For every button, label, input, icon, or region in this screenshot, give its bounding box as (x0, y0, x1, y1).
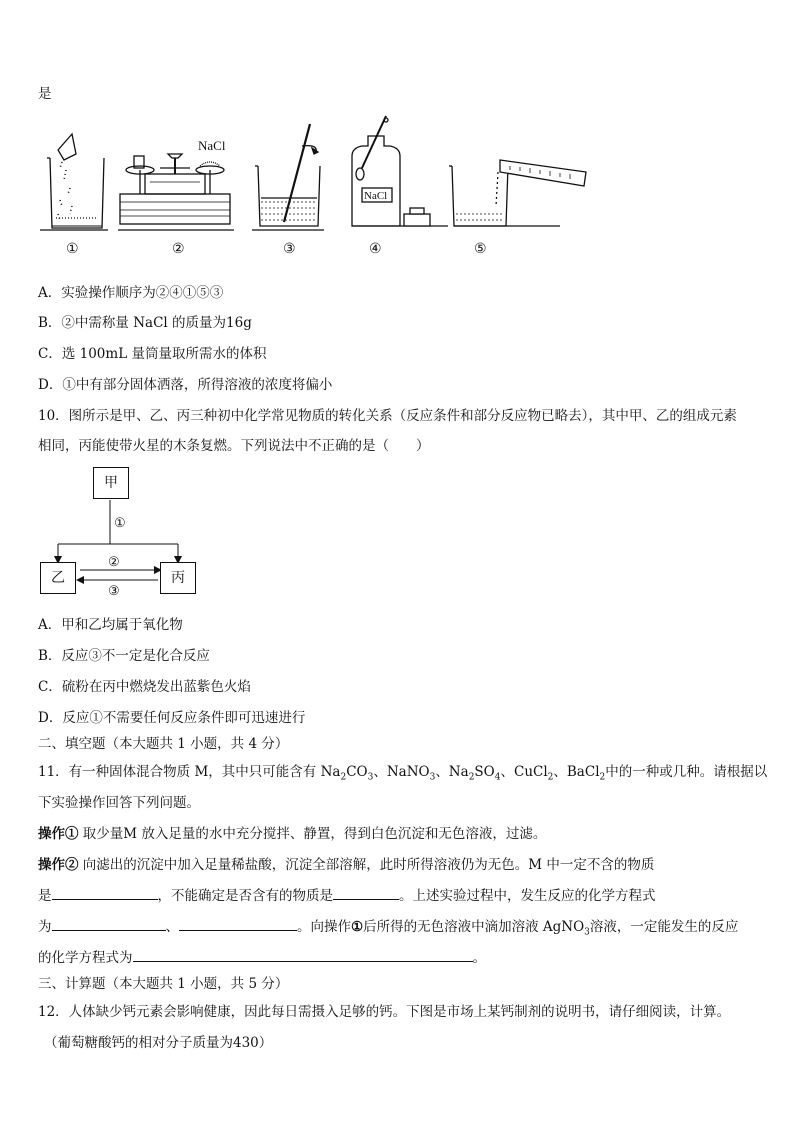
q10-option-b: B．反应③不一定是化合反应 (38, 648, 210, 664)
q11-operation-2: 操作② 向滤出的沉淀中加入足量稀盐酸，沉淀全部溶解，此时所得溶液仍为无色。M 中一定不含的物质 (38, 857, 655, 873)
balance-diagram (120, 154, 230, 224)
nacl-label-balance: NaCl (198, 138, 226, 153)
q10-stem-line2: 相同，丙能使带火星的木条复燃。下列说法中不正确的是（ ） (38, 438, 430, 454)
q9-option-c: C．选 100mL 量筒量取所需水的体积 (38, 346, 267, 362)
q9-option-b: B．②中需称量 NaCl 的质量为16g (38, 315, 252, 331)
q11-line5: 是 ，不能确定是否含有的物质是 。上述实验过程中，发生反应的化学方程式 (38, 884, 656, 904)
arrow-label-1: ① (114, 516, 126, 531)
blank-equation-1[interactable] (52, 916, 166, 931)
cylinder-pouring-diagram (449, 160, 586, 226)
section-2-heading: 二、填空题（本大题共 1 小题，共 4 分） (38, 736, 289, 752)
blank-uncertain[interactable] (333, 885, 399, 900)
beaker-stirring-diagram (255, 124, 320, 226)
blank-equation-2[interactable] (179, 916, 297, 931)
q11-operation-1: 操作① 取少量M 放入足量的水中充分搅拌、静置，得到白色沉淀和无色溶液，过滤。 (38, 826, 547, 842)
lab-apparatus-figure (0, 110, 794, 370)
q9-option-d: D．①中有部分固体洒落，所得溶液的浓度将偏小 (38, 377, 333, 393)
reagent-bottle-diagram (352, 116, 448, 226)
beaker-pouring-solid-diagram (47, 134, 104, 228)
q10-option-c: C．硫粉在丙中燃烧发出蓝紫色火焰 (38, 679, 251, 695)
q11-stem-line2: 下实验操作回答下列问题。 (38, 795, 200, 811)
fig-label-5: ⑤ (474, 241, 487, 257)
fig-label-1: ① (66, 241, 79, 257)
arrow-label-2: ② (108, 555, 120, 570)
q11-line6: 为 、 。向操作①后所得的无色溶液中滴加溶液 AgNO$_3$溶液，一定能发生的反应 (38, 915, 738, 938)
section-3-heading: 三、计算题（本大题共 1 小题，共 5 分） (38, 976, 289, 992)
fig-label-4: ④ (369, 241, 382, 257)
q10-stem-line1: 10．图所示是甲、乙、丙三种初中化学常见物质的转化关系（反应条件和部分反应物已略去），其中甲、乙的组成元素 (38, 408, 737, 424)
q10-option-d: D．反应①不需要任何反应条件即可迅速进行 (38, 710, 306, 726)
q12-note: （葡萄糖酸钙的相对分子质量为430） (44, 1035, 273, 1051)
node-jia: 甲 (93, 467, 129, 499)
q12-stem: 12．人体缺少钙元素会影响健康，因此每日需摄入足够的钙。下图是市场上某钙制剂的说明书，请仔细阅读，计算。 (38, 1004, 731, 1020)
blank-not-contained[interactable] (52, 885, 158, 900)
q10-option-a: A．甲和乙均属于氧化物 (38, 617, 183, 633)
nacl-label-bottle: NaCl (364, 190, 388, 202)
blank-equation-3[interactable] (133, 947, 473, 962)
fig-label-2: ② (172, 241, 185, 257)
continuation-text: 是 (38, 86, 52, 102)
q9-option-a: A．实验操作顺序为②④①⑤③ (38, 285, 224, 301)
arrow-label-3: ③ (108, 584, 120, 599)
q11-stem-line1: 11．有一种固体混合物质 M，其中只可能含有 $Na_2CO_3$、NaNO$_3$、$Na_2SO_4$、CuCl$_2$、BaCl$_2$中的一种或几种。请根据以 (38, 764, 768, 783)
fig-label-3: ③ (283, 241, 296, 257)
q11-line7: 的化学方程式为 。 (38, 946, 486, 966)
node-yi: 乙 (40, 562, 76, 594)
node-bing: 丙 (160, 562, 196, 594)
